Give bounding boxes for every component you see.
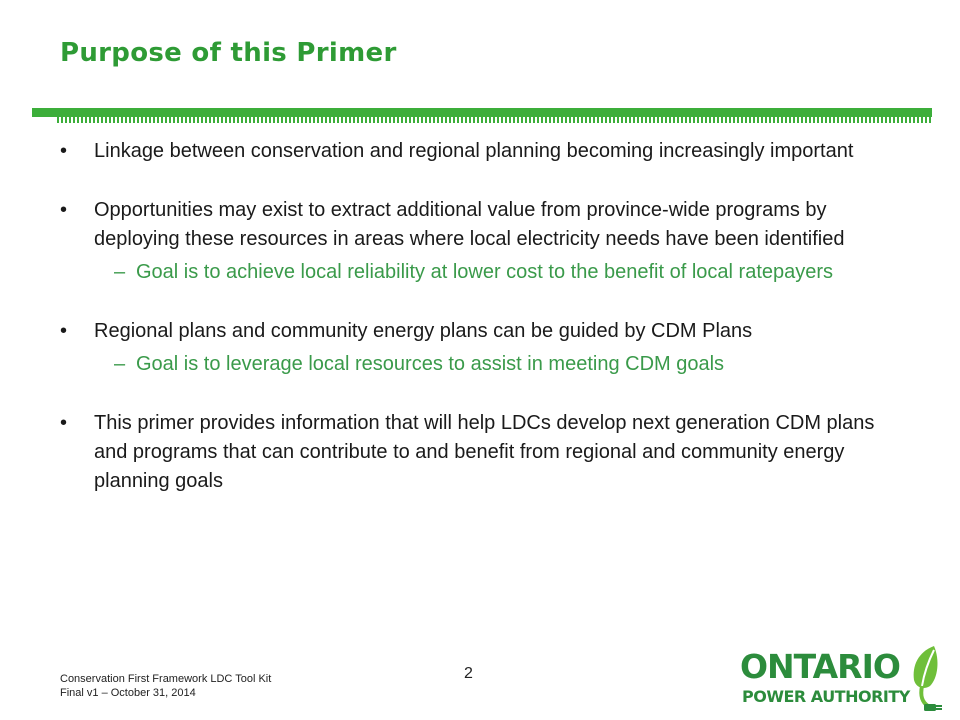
footer-line: Conservation First Framework LDC Tool Kit xyxy=(60,673,272,685)
leaf-plug-icon xyxy=(914,646,942,711)
footer-info xyxy=(60,672,271,700)
title-divider xyxy=(32,108,932,117)
logo-subtitle: POWER AUTHORITY xyxy=(742,687,910,706)
slide-content xyxy=(60,137,900,496)
slide-title: Purpose of this Primer xyxy=(60,38,397,68)
ontario-power-authority-logo xyxy=(738,640,950,714)
bullet-item: • Regional plans and community energy plans can be guided by CDM Plans xyxy=(60,317,900,346)
bullet-item: • Linkage between conservation and regional planning becoming increasingly important xyxy=(60,137,900,166)
title-divider-stripes xyxy=(57,117,932,123)
bullet-item: • This primer provides information that will help LDCs develop next generation CDM plans and programs that can contribute to and benefit from regional and community energy planning goals xyxy=(60,409,900,496)
page-number: 2 xyxy=(464,665,473,682)
sub-bullet-item: – Goal is to achieve local reliability at lower cost to the benefit of local ratepayers xyxy=(60,258,900,287)
logo-wordmark: ONTARIO xyxy=(740,647,900,686)
sub-bullet-item: – Goal is to leverage local resources to assist in meeting CDM goals xyxy=(60,350,900,379)
footer-line: Final v1 – October 31, 2014 xyxy=(60,687,196,699)
bullet-item: • Opportunities may exist to extract additional value from province-wide programs by deploying these resources in areas where local electricity needs have been identified xyxy=(60,196,900,254)
